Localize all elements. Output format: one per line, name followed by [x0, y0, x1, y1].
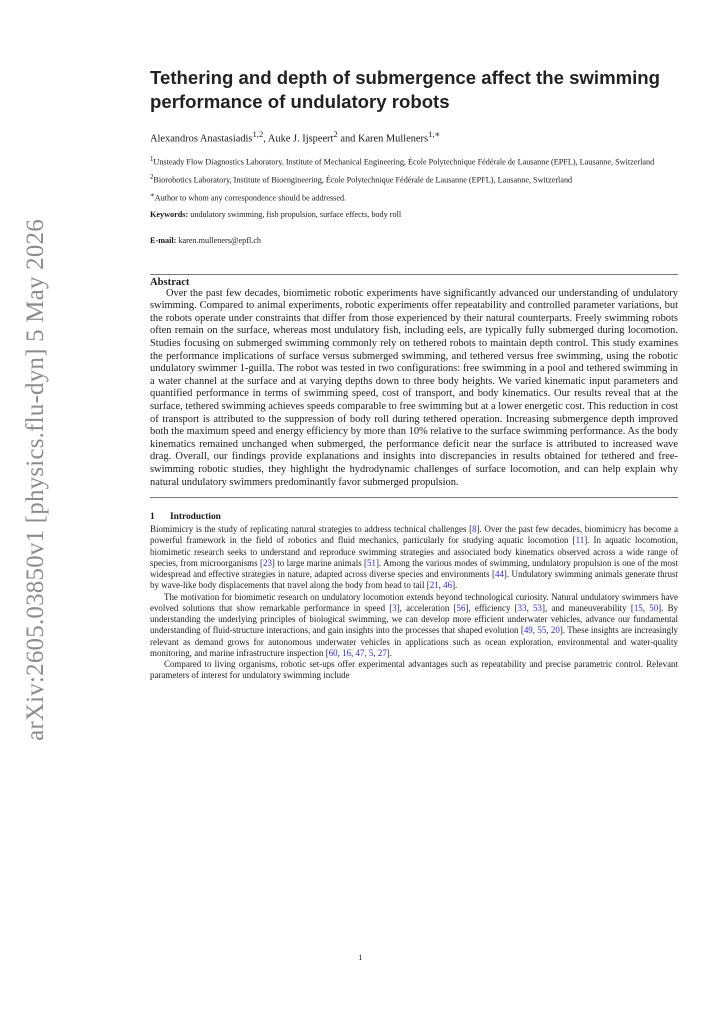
citation-link[interactable]: 21 — [429, 580, 439, 591]
affiliation-1: $^1$Unsteady Flow Diagnostics Laboratory, Institute of Mechanical Engineering, École Polytechnique Fédérale de Lausanne (EPFL), Lausanne, Switzerland — [150, 156, 655, 168]
abstract-top-rule — [150, 274, 678, 275]
citation-link[interactable]: 44 — [494, 569, 504, 580]
abstract-text: Over the past few decades, biomimetic robotic experiments have significantly advanced our understanding of undulatory swimming. Compared to animal experiments, robotic experiments offer repeatability and controlled parameter variations, but the robots operate under constraints that differ from those experienced by their natural counterparts. Freely swimming robots often remain on the surface, whereas most undulatory fish, including eels, are typically fully submerged during locomotion. Studies focusing on submerged swimming commonly rely on tethered robots to maintain depth control. This study examines the performance implications of surface versus submerged swimming, and tethered versus free swimming, using the robotic undulatory swimmer 1-guilla. The robot was tested in two configurations: free swimming in a pool and tethered swimming in a water channel at the surface and at varying depths down to three body heights. We varied kinematic input parameters and quantified performance in terms of swimming speed, cost of transport, and body kinematics. Our results reveal that at the surface, tethered swimming achieves speeds comparable to free swimming but at a lower energetic cost. This reduction in cost of transport is attributed to the suppression of body roll during tethered operation. Increasing submergence depth improved both the maximum speed and energy efficiency by more than 10% relative to the surface swimming performance. As the body kinematics remained unchanged when submerged, the performance deficit near the surface is attributed to increased wave drag. Overall, our findings provide explanations and insights into discrepancies in results obtained for tethered and free-swimming robotic studies, they highlight the hydrodynamic challenges of surface locomotion, and can help explain why natural undulatory swimmers predominantly favor submerged propulsion. — [150, 287, 678, 488]
paper-title: Tethering and depth of submergence affect the swimming performance of undulatory robots — [150, 67, 661, 112]
paragraph-text: Compared to living organisms, robotic set-ups offer experimental advantages such as repeatability and precise parametric control. Relevant parameters of interest for undulatory swimming include — [150, 659, 678, 681]
citation-link[interactable]: 15 — [633, 602, 643, 613]
citation-link[interactable]: 60 — [328, 647, 338, 658]
author-name: Auke J. Ijspeert — [267, 133, 334, 145]
author-affiliation-mark: 1,2 — [252, 129, 264, 139]
corresponding-author-note: ∗Author to whom any correspondence should be addressed. — [150, 191, 347, 203]
author-name: Karen Mulleners — [357, 133, 429, 145]
section-number: 1 — [150, 512, 155, 523]
paragraph-text: ]. In aquatic locomotion, biomimetic research seeks to understand and reproduce swimming strategies and associated body kinematics observed across a wide range of species, from microorganisms [ — [150, 535, 678, 568]
keywords-label: Keywords: — [150, 209, 189, 219]
paragraph-text: ], acceleration [ — [396, 602, 457, 613]
paragraph-text: , — [364, 647, 369, 658]
author-affiliation-mark: 2 — [333, 129, 338, 139]
paragraph-text: ]. Over the past few decades, biomimicry has become a powerful framework in the field of robotics and fluid mechanics, particularly for studying aquatic locomotion [ — [150, 524, 679, 546]
paragraph-text: ]. By understanding the underlying principles of biological swimming, we can develop more efficient underwater vehicles, advance our fundamental understanding of fluid-structure interactions, and gain insights into the processes that shaped evolution [ — [150, 602, 679, 636]
citation-link[interactable]: 33 — [517, 602, 527, 613]
paragraph-text: , — [438, 580, 444, 591]
author-affiliation-mark: 1,∗ — [428, 129, 441, 139]
citation-link[interactable]: 23 — [262, 557, 272, 568]
citation-link[interactable]: 3 — [392, 602, 397, 613]
citation-link[interactable]: 16 — [342, 647, 352, 658]
paragraph-text: , — [546, 625, 551, 636]
author-name: Alexandros Anastasiadis — [150, 133, 253, 145]
paragraph-text: ]. Undulatory swimming animals generate thrust by wave-like body displacements that travel along the body from head to tail [ — [150, 569, 678, 591]
email-address: karen.mulleners@epfl.ch — [178, 235, 261, 245]
paragraph-text: ]. — [386, 647, 393, 658]
keywords-text: undulatory swimming, fish propulsion, surface effects, body roll — [190, 209, 402, 219]
author-list: Alexandros Anastasiadis$^{1,2}$, Auke J. Ijspeert$^2$ and Karen Mulleners$^{1,∗}$ — [150, 129, 441, 145]
section-heading-introduction — [150, 512, 678, 522]
paragraph-text: ]. — [452, 580, 458, 591]
citation-link[interactable]: 49 — [523, 625, 533, 636]
citation-link[interactable]: 53 — [533, 602, 542, 613]
paragraph-text: , — [337, 647, 343, 658]
citation-link[interactable]: 56 — [456, 602, 466, 613]
paragraph-text: The motivation for biomimetic research on undulatory locomotion extends beyond technological curiosity. Natural undulatory swimmers have evolved solutions that show remarkable performance in speed [ — [150, 591, 678, 613]
arxiv-identifier: arXiv:2605.03850v1 [physics.flu-dyn] 5 May 2026 — [22, 219, 49, 741]
citation-link[interactable]: 55 — [537, 625, 547, 636]
citation-link[interactable]: 8 — [472, 524, 477, 535]
affiliation-2: $^2$Biorobotics Laboratory, Institute of Bioengineering, École Polytechnique Fédérale de Lausanne (EPFL), Lausanne, Switzerland — [150, 174, 573, 185]
paragraph-text: , — [351, 647, 356, 658]
citation-link[interactable]: 47 — [355, 647, 365, 658]
paragraph-text: Biomimicry is the study of replicating natural strategies to address technical challenges [ — [150, 524, 473, 535]
citation-link[interactable]: 20 — [550, 625, 560, 636]
citation-link[interactable]: 51 — [367, 557, 376, 568]
intro-paragraph-2 — [150, 592, 678, 660]
section-title: Introduction — [170, 512, 221, 523]
abstract-heading: Abstract — [150, 276, 190, 288]
page-number: 1 — [358, 952, 363, 962]
paragraph-text: ], and maneuverability [ — [541, 602, 634, 613]
paragraph-text: ], efficiency [ — [465, 602, 518, 613]
citation-link[interactable]: 27 — [377, 647, 387, 658]
paragraph-text: , — [532, 625, 538, 636]
paper-page — [150, 66, 678, 682]
abstract-bottom-rule — [150, 497, 678, 498]
intro-paragraph-1 — [150, 524, 678, 592]
email-label: E-mail: — [150, 235, 177, 245]
paragraph-text: , — [526, 602, 534, 613]
paragraph-text: , — [373, 647, 378, 658]
keywords — [150, 210, 678, 219]
citation-link[interactable]: 11 — [575, 535, 585, 546]
citation-link[interactable]: 5 — [368, 647, 374, 658]
paragraph-text: ]. Among the various modes of swimming, undulatory propulsion is one of the most widespread and effective strategies in nature, adapted across diverse species and environments [ — [150, 557, 678, 580]
intro-paragraph-3 — [150, 659, 678, 682]
paragraph-text: , — [642, 602, 650, 613]
email-line — [150, 236, 678, 245]
paragraph-text: ]. These insights are increasingly relevant as demand grows for autonomous underwater vehicles in applications such as ocean exploration, environmental and water-quality monitoring, and marine infrastructure inspection [ — [150, 625, 679, 658]
citation-link[interactable]: 50 — [649, 602, 659, 613]
paragraph-text: ] to large marine animals [ — [271, 557, 368, 568]
citation-link[interactable]: 46 — [443, 580, 453, 591]
arxiv-sidebar — [18, 219, 54, 741]
